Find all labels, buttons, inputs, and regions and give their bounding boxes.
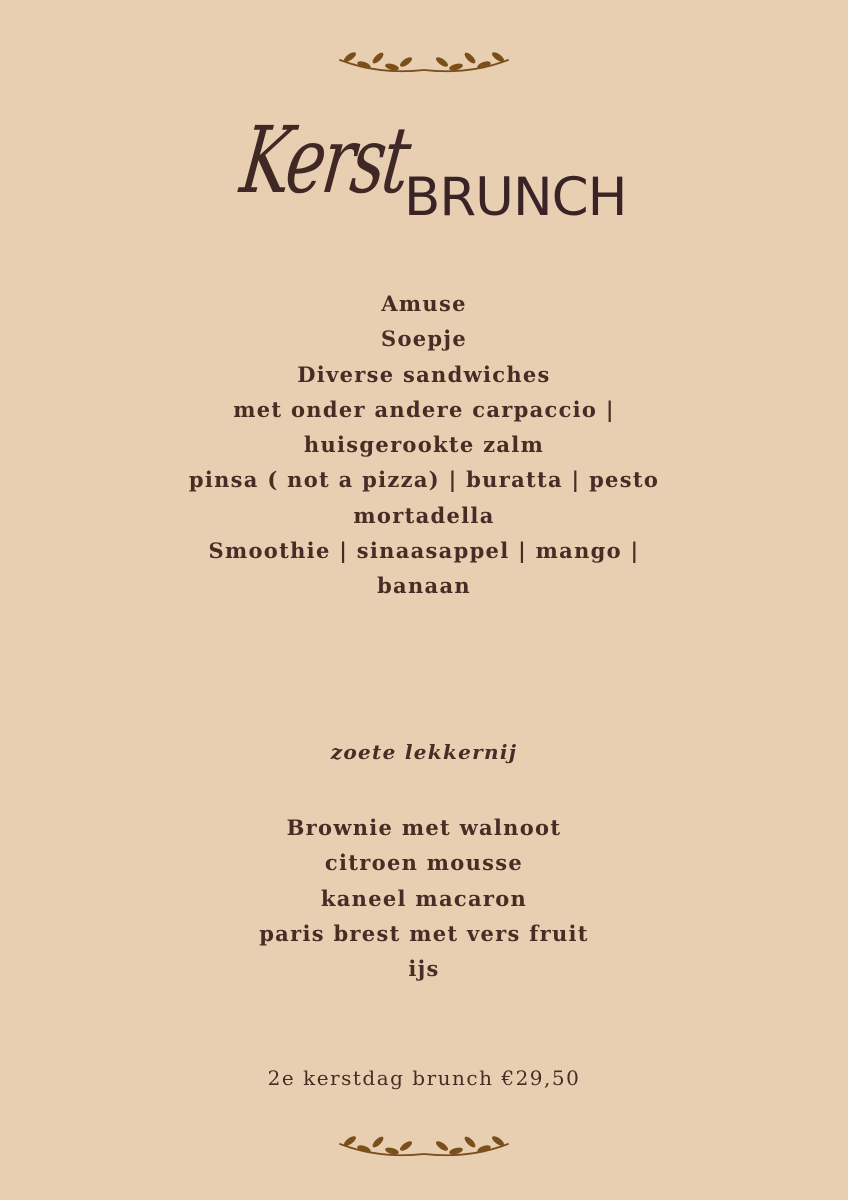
dessert-item: ijs	[408, 956, 440, 982]
price-line: 2e kerstdag brunch €29,50	[267, 1066, 581, 1090]
dessert-item: kaneel macaron	[320, 885, 528, 911]
menu-item: banaan	[377, 573, 471, 599]
menu-item: huisgerookte zalm	[303, 432, 545, 458]
dessert-item: paris brest met vers fruit	[259, 920, 589, 946]
dessert-list	[0, 810, 848, 986]
title-caps: BRUNCH	[404, 167, 627, 228]
menu-item: mortadella	[353, 502, 495, 528]
menu-item: Diverse sandwiches	[297, 361, 551, 387]
laurel-branch-icon	[334, 40, 514, 80]
menu-title	[235, 107, 688, 255]
brunch-menu-list	[0, 286, 848, 604]
menu-item: pinsa ( not a pizza) | buratta | pesto	[188, 467, 660, 493]
dessert-item: Brownie met walnoot	[286, 815, 562, 840]
menu-item: Smoothie | sinaasappel | mango |	[208, 538, 640, 564]
dessert-item: citroen mousse	[324, 850, 524, 876]
dessert-heading: zoete lekkernij	[330, 740, 518, 764]
menu-item: met onder andere carpaccio |	[233, 396, 615, 422]
title-script: Kerst	[235, 107, 414, 214]
menu-item: Soepje	[381, 326, 467, 352]
laurel-branch-icon	[334, 1124, 514, 1164]
menu-item: Amuse	[381, 291, 467, 316]
